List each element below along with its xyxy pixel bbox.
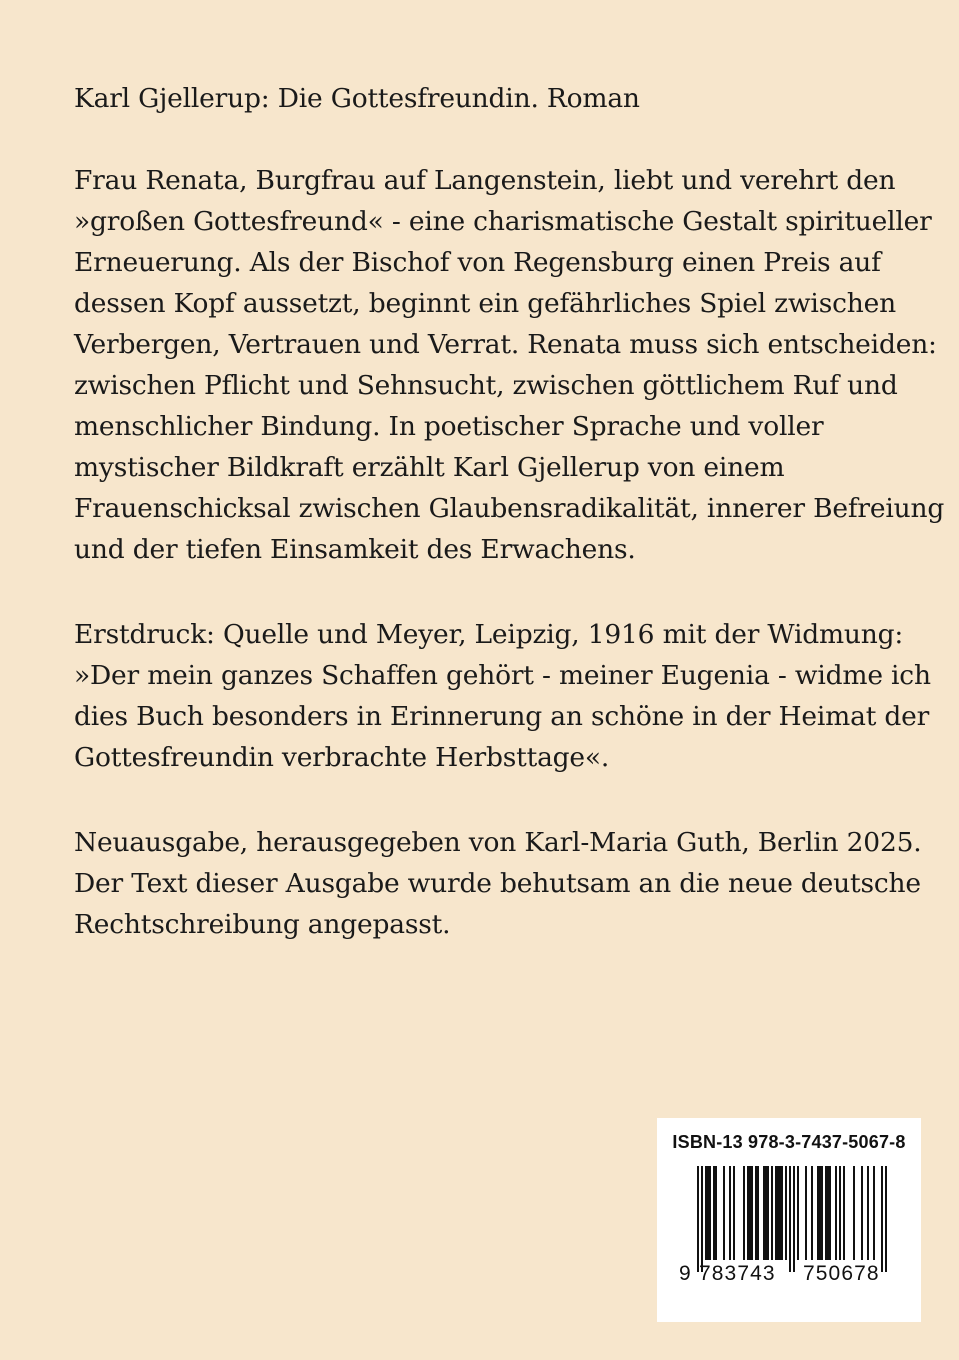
isbn-label: ISBN-13 978-3-7437-5067-8 — [672, 1132, 906, 1152]
barcode-bar — [763, 1166, 765, 1260]
blurb-line: zwischen Pflicht und Sehnsucht, zwischen göttlichem Ruf und — [74, 370, 898, 401]
edition-line: Neuausgabe, herausgegeben von Karl-Maria Guth, Berlin 2025. — [74, 827, 922, 858]
edition-line: Rechtschreibung angepasst. — [74, 909, 451, 940]
barcode-bar — [793, 1166, 795, 1272]
blurb-line: und der tiefen Einsamkeit des Erwachens. — [74, 534, 636, 565]
barcode-bar — [713, 1166, 715, 1260]
barcode-bar — [873, 1166, 875, 1260]
barcode-bar — [715, 1166, 717, 1260]
barcode-bar — [751, 1166, 753, 1260]
barcode-bar — [827, 1166, 829, 1260]
barcode-bar — [861, 1166, 863, 1260]
first-print-line: Gottesfreundin verbrachte Herbsttage«. — [74, 742, 610, 773]
edition-line: Der Text dieser Ausgabe wurde behutsam an die neue deutsche — [74, 868, 921, 899]
barcode-bar — [829, 1166, 831, 1260]
barcode-bar — [723, 1166, 725, 1260]
barcode-bar — [775, 1166, 777, 1260]
barcode-bar — [881, 1166, 883, 1272]
barcode-bar — [785, 1166, 787, 1260]
barcode-bar — [797, 1166, 799, 1260]
first-print-line: dies Buch besonders in Erinnerung an schöne in der Heimat der — [74, 701, 930, 732]
title-text: Karl Gjellerup: Die Gottesfreundin. Roman — [74, 83, 640, 114]
barcode-bar — [789, 1166, 791, 1272]
barcode-bar — [777, 1166, 779, 1260]
barcode-bar — [767, 1166, 769, 1260]
barcode-bar — [821, 1166, 823, 1260]
blurb-line: dessen Kopf aussetzt, beginnt ein gefährliches Spiel zwischen — [74, 288, 896, 319]
barcode-bar — [819, 1166, 821, 1260]
barcode-bar — [835, 1166, 837, 1260]
barcode-bar — [733, 1166, 735, 1260]
barcode-digits — [679, 1262, 905, 1292]
barcode-bar — [701, 1166, 703, 1272]
barcode-right-digits: 750678 — [803, 1262, 880, 1285]
blurb-line: Verbergen, Vertrauen und Verrat. Renata muss sich entscheiden: — [74, 329, 937, 360]
barcode-bar — [817, 1166, 819, 1260]
blurb-line: menschlicher Bindung. In poetischer Sprache und voller — [74, 411, 824, 442]
blurb-line: mystischer Bildkraft erzählt Karl Gjellerup von einem — [74, 452, 785, 483]
barcode-bar — [843, 1166, 845, 1260]
barcode-bar — [749, 1166, 751, 1260]
barcode-bar — [885, 1166, 887, 1272]
book-title-line — [74, 78, 894, 119]
blurb-line: »großen Gottesfreund« - eine charismatische Gestalt spiritueller — [74, 206, 932, 237]
first-print-paragraph — [74, 614, 931, 778]
first-print-line: »Der mein ganzes Schaffen gehört - meiner Eugenia - widme ich — [74, 660, 931, 691]
barcode-bar — [771, 1166, 773, 1260]
blurb-line: Frauenschicksal zwischen Glaubensradikalität, innerer Befreiung — [74, 493, 945, 524]
barcode-bar — [707, 1166, 709, 1260]
isbn-barcode-box — [657, 1118, 921, 1322]
barcode-bar — [757, 1166, 759, 1260]
barcode — [679, 1166, 905, 1292]
blurb-line: Frau Renata, Burgfrau auf Langenstein, liebt und verehrt den — [74, 165, 896, 196]
barcode-bar — [805, 1166, 807, 1260]
barcode-first-digit: 9 — [679, 1262, 691, 1285]
barcode-bar — [811, 1166, 813, 1260]
barcode-bar — [839, 1166, 841, 1260]
barcode-bar — [747, 1166, 749, 1260]
barcode-bar — [697, 1166, 699, 1272]
barcode-bar — [853, 1166, 855, 1260]
barcode-bar — [729, 1166, 731, 1260]
barcode-bar — [781, 1166, 783, 1260]
barcode-bar — [743, 1166, 745, 1260]
barcode-bar — [709, 1166, 711, 1260]
barcode-bar — [755, 1166, 757, 1260]
barcode-bar — [765, 1166, 767, 1260]
first-print-line: Erstdruck: Quelle und Meyer, Leipzig, 1916 mit der Widmung: — [74, 619, 904, 650]
barcode-bar — [705, 1166, 707, 1260]
barcode-left-digits: 783743 — [699, 1262, 776, 1285]
blurb-line: Erneuerung. Als der Bischof von Regensburg einen Preis auf — [74, 247, 881, 278]
barcode-bar — [867, 1166, 869, 1260]
barcode-bar — [779, 1166, 781, 1260]
edition-paragraph — [74, 822, 922, 945]
barcode-bar — [825, 1166, 827, 1260]
blurb-paragraph — [74, 160, 945, 570]
